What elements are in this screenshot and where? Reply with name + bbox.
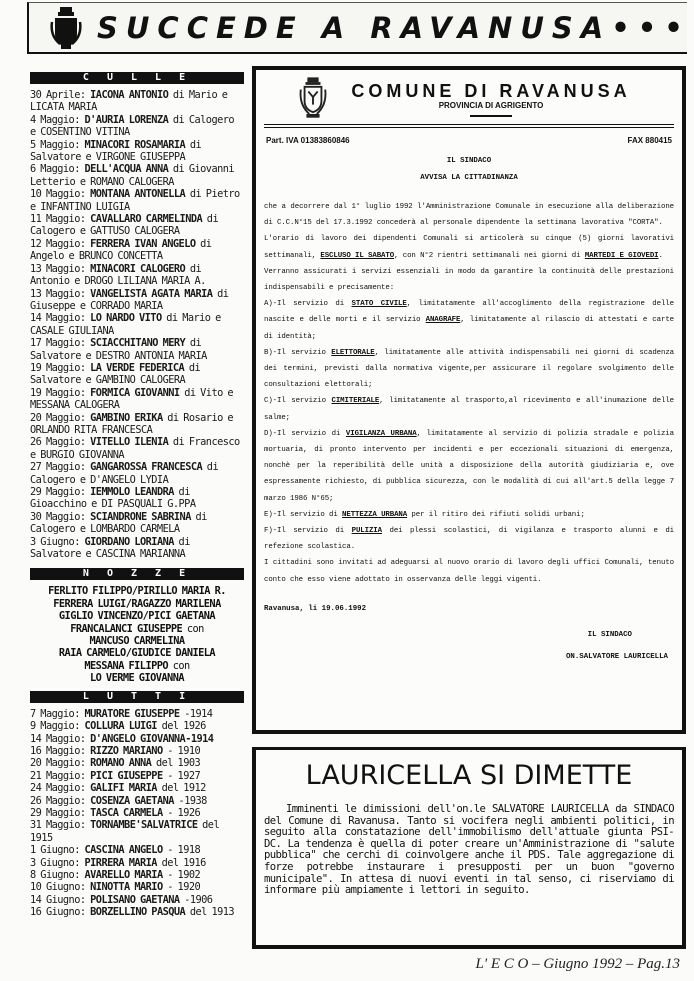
masthead-title: SUCCEDE A RAVANUSA••• xyxy=(97,10,691,45)
entry-name: D'AURIA LORENZA xyxy=(84,113,169,126)
entry-year: del 1915 xyxy=(30,819,220,844)
masthead xyxy=(27,2,691,54)
death-entry xyxy=(30,720,244,732)
wedding-couple: MANCUSO CARMELINA xyxy=(89,635,185,648)
entry-name: FERRERA IVAN ANGELO xyxy=(90,237,196,250)
death-entry xyxy=(30,782,244,794)
entry-name: BORZELLINO PASQUA xyxy=(90,906,186,919)
death-entry xyxy=(30,807,244,819)
header-divider xyxy=(264,124,674,128)
death-entry xyxy=(30,745,244,757)
wedding-connector: con xyxy=(168,659,190,672)
coat-of-arms-icon xyxy=(298,76,328,120)
notice-header xyxy=(264,70,674,122)
death-entry xyxy=(30,819,244,844)
death-entry xyxy=(30,857,244,869)
service-f: F)-Il servizio di PULIZIA dei plessi scolastici, di vigilanza e trasporto alunni e di refezione scolastica. xyxy=(264,527,674,552)
left-column xyxy=(30,72,244,919)
entry-date: 13 Maggio: xyxy=(30,262,91,275)
entry-name: GAMBINO ERIKA xyxy=(90,411,163,424)
wedding-entry xyxy=(30,660,244,672)
entry-parents: di Calogero e COSENTINO VITINA xyxy=(30,113,235,139)
service-a: A)-Il servizio di STATO CIVILE, limitatamente all'accoglimento della registrazione delle nascite e delle morti e il servizio ANAGRAFE, limitatamente al rilascio di attestati e carte di identità; xyxy=(264,300,674,341)
entry-date: 13 Maggio: xyxy=(30,287,91,300)
birth-entry xyxy=(30,436,244,461)
entry-date: 14 Maggio: xyxy=(30,732,91,745)
entry-name: MURATORE GIUSEPPE xyxy=(84,707,180,720)
entry-parents: di Salvatore e GAMBINO CALOGERA xyxy=(30,361,201,387)
fax-number: FAX 880415 xyxy=(627,136,672,145)
wedding-entry xyxy=(30,647,244,659)
entry-name: IEMMOLO LEANDRA xyxy=(90,486,174,498)
entry-name: MINACORI CALOGERO xyxy=(90,262,186,275)
entry-date: 30 Aprile: xyxy=(30,89,91,101)
entry-parents: di Salvatore e DESTRO ANTONIA MARIA xyxy=(30,337,207,362)
entry-name: MINACORI ROSAMARIA xyxy=(84,138,186,151)
entry-date: 24 Maggio: xyxy=(30,782,91,795)
entry-year: -1906 xyxy=(179,893,213,906)
entry-name: RIZZO MARIANO xyxy=(90,744,163,757)
entry-name: VITELLO ILENIA xyxy=(90,436,169,449)
wedding-couple: FERRERA LUIGI/RAGAZZO MARILENA xyxy=(53,597,221,610)
death-entry xyxy=(30,733,244,745)
entry-name: SCIACCHITANO MERY xyxy=(90,337,186,350)
entry-name: FORMICA GIOVANNI xyxy=(90,386,180,399)
entry-date: 10 Giugno: xyxy=(30,881,91,894)
signature-block xyxy=(264,624,674,668)
wedding-connector: con xyxy=(182,622,204,635)
article-box xyxy=(252,747,686,949)
entry-parents: di Giovanni Letterio e ROMANO CALOGERA xyxy=(30,163,235,188)
article-headline: LAURICELLA SI DIMETTE xyxy=(305,760,633,791)
municipal-notice xyxy=(252,66,686,734)
birth-entry xyxy=(30,337,244,362)
entry-date: 17 Maggio: xyxy=(30,337,91,350)
birth-entry xyxy=(30,139,244,164)
birth-entry xyxy=(30,387,244,412)
entry-parents: di Francesco e BURGIO GIOVANNA xyxy=(30,436,240,461)
entry-name: AVARELLO MARIA xyxy=(84,868,163,881)
notice-date: Ravanusa, li 19.06.1992 xyxy=(264,604,367,613)
entry-name: GALIFI MARIA xyxy=(90,782,157,795)
entry-parents: di Giuseppe e CORRADO MARIA xyxy=(30,287,229,312)
entry-date: 27 Maggio: xyxy=(30,461,91,474)
wedding-couple: LO VERME GIOVANNA xyxy=(89,672,185,685)
entry-date: 12 Maggio: xyxy=(30,237,91,250)
entry-date: 26 Maggio: xyxy=(30,436,91,449)
culle-heading: C U L L E xyxy=(30,72,244,84)
notice-closing: I cittadini sono invitati ad adeguarsi al nuovo orario di lavoro degli uffici Comunali, tenuto conto che esso viene adottato in osservanza delle leggi vigenti. xyxy=(264,559,674,584)
entry-date: 20 Maggio: xyxy=(30,411,91,424)
entry-parents: di Pietro e INFANTINO LUIGIA xyxy=(30,188,240,213)
entry-date: 10 Maggio: xyxy=(30,188,91,201)
entry-date: 31 Maggio: xyxy=(30,819,91,832)
entry-year: del 1916 xyxy=(156,856,206,869)
entry-date: 26 Maggio: xyxy=(30,794,91,807)
avvisa-label: AVVISA LA CITTADINANZA xyxy=(420,174,518,182)
entry-year: -1914 xyxy=(179,707,213,720)
birth-entry xyxy=(30,362,244,387)
birth-entry xyxy=(30,238,244,263)
notice-paragraph: Verranno assicurati i servizi essenziali in modo da garantire la continuità delle prestazioni indispensabili e precisamente: xyxy=(264,267,674,293)
culle-list xyxy=(30,89,244,560)
death-entry xyxy=(30,906,244,918)
entry-date: 5 Maggio: xyxy=(30,138,85,151)
wedding-couple: RAIA CARMELO/GIUDICE DANIELA xyxy=(58,647,216,660)
entry-parents: di Mario e LICATA MARIA xyxy=(30,89,228,114)
entry-year: - 1926 xyxy=(162,806,201,819)
entry-date: 9 Maggio: xyxy=(30,720,85,733)
entry-parents: di Calogero e D'ANGELO LYDIA xyxy=(30,461,219,486)
entry-name: TORNAMBE'SALVATRICE xyxy=(90,819,198,832)
entry-parents: di Antonio e DROGO LILIANA MARIA A. xyxy=(30,262,206,288)
entry-date: 29 Maggio: xyxy=(30,806,91,819)
entry-name: ROMANO ANNA xyxy=(90,757,152,770)
entry-date: 1 Giugno: xyxy=(30,844,85,857)
title-rule xyxy=(470,115,512,117)
entry-year: del 1913 xyxy=(185,906,235,919)
entry-year: del 1903 xyxy=(151,757,201,770)
death-entry xyxy=(30,844,244,856)
nozze-list xyxy=(30,585,244,684)
entry-year: - 1927 xyxy=(162,769,201,782)
sindaco-label: IL SINDACO xyxy=(446,157,492,165)
birth-entry xyxy=(30,188,244,213)
service-e: E)-Il servizio di NETTEZZA URBANA per il ritiro dei rifiuti solidi urbani; xyxy=(264,510,585,519)
birth-entry xyxy=(30,312,244,337)
birth-entry xyxy=(30,536,244,561)
entry-date: 14 Giugno: xyxy=(30,893,91,906)
death-entry xyxy=(30,894,244,906)
entry-date: 3 Giugno: xyxy=(30,856,85,869)
entry-parents: di Rosario e ORLANDO RITA FRANCESCA xyxy=(30,411,234,436)
entry-name: COSENZA GAETANA xyxy=(90,794,174,807)
entry-name: GIORDANO LORIANA xyxy=(84,535,174,548)
entry-name: COLLURA LUIGI xyxy=(84,720,157,733)
service-c: C)-Il servizio CIMITERIALE, limitatamente al trasporto,al ricevimento e all'inumazione delle salme; xyxy=(264,397,674,422)
birth-entry xyxy=(30,511,244,536)
entry-name: GANGAROSSA FRANCESCA xyxy=(90,461,203,474)
entry-date: 4 Maggio: xyxy=(30,113,85,126)
entry-name: PIRRERA MARIA xyxy=(84,856,157,869)
entry-parents: di Angelo e BRUNCO CONCETTA xyxy=(30,237,212,263)
entry-date: 6 Maggio: xyxy=(30,163,85,176)
birth-entry xyxy=(30,89,244,114)
entry-date: 29 Maggio: xyxy=(30,486,91,498)
entry-year: del 1912 xyxy=(156,782,206,795)
entry-year: - 1920 xyxy=(162,881,201,894)
birth-entry xyxy=(30,213,244,238)
entry-year: - 1902 xyxy=(162,868,201,881)
death-entry xyxy=(30,770,244,782)
comune-title: COMUNE DI RAVANUSA xyxy=(351,81,631,101)
death-entry xyxy=(30,795,244,807)
birth-entry xyxy=(30,412,244,437)
lutti-heading: L U T T I xyxy=(30,691,244,703)
notice-paragraph: L'orario di lavoro dei dipendenti Comunali si articolerà su cinque (5) giorni lavorativi settimanali, ESCLUSO IL SABATO, con N°2 rientri settimanali nei giorni di MARTEDI E GIOVEDI. xyxy=(264,235,674,260)
lutti-list xyxy=(30,708,244,919)
birth-entry xyxy=(30,114,244,139)
entry-date: 16 Maggio: xyxy=(30,744,91,757)
entry-name: D'ANGELO GIOVANNA-1914 xyxy=(90,732,214,745)
entry-name: PICI GIUSEPPE xyxy=(90,769,163,782)
entry-parents: di Calogero e GATTUSO CALOGERA xyxy=(30,213,219,238)
death-entry xyxy=(30,757,244,769)
service-d: D)-Il servizio di VIGILANZA URBANA, limitatamente al servizio di polizia stradale e polizia mortuaria, di pronto intervento per incidenti e per eccezionali situazioni di emergenza, nonchè per la reperibilità delle unità a disposizione della autorità giudiziaria e, ove espressamente richiesto, di pubblica sicurezza, con le modalità di cui all'art.5 della legge 7 marzo 1986 N°65; xyxy=(264,429,674,503)
page-footer: L' E C O – Giugno 1992 – Pag.13 xyxy=(475,956,680,972)
birth-entry xyxy=(30,263,244,288)
wedding-entry xyxy=(30,598,244,610)
entry-year: - 1910 xyxy=(162,744,201,757)
wedding-couple: MESSANA FILIPPO xyxy=(84,659,169,672)
entry-date: 19 Maggio: xyxy=(30,386,91,399)
entry-name: MONTANA ANTONELLA xyxy=(90,188,186,201)
wedding-entry xyxy=(30,635,244,647)
entry-year: -1938 xyxy=(173,794,207,807)
partita-iva: Part. IVA 01383860846 xyxy=(266,136,350,145)
entry-year: del 1926 xyxy=(156,720,206,733)
provincia-subtitle: PROVINCIA DI AGRIGENTO xyxy=(438,101,544,110)
signature-title: IL SINDACO xyxy=(587,630,632,639)
entry-year: - 1918 xyxy=(162,844,201,857)
birth-entry xyxy=(30,163,244,188)
entry-name: VANGELISTA AGATA MARIA xyxy=(90,287,213,300)
entry-name: LA VERDE FEDERICA xyxy=(90,361,185,374)
entry-date: 8 Giugno: xyxy=(30,868,85,881)
signature-name: ON.SALVATORE LAURICELLA xyxy=(565,652,668,661)
wedding-entry xyxy=(30,610,244,622)
entry-name: CASCINA ANGELO xyxy=(84,844,163,857)
nozze-heading: N O Z Z E xyxy=(30,568,244,580)
entry-date: 16 Giugno: xyxy=(30,906,91,919)
entry-parents: di Gioacchino e DI PASQUALI G.PPA xyxy=(30,486,196,511)
entry-name: IACONA ANTONIO xyxy=(90,89,169,101)
coat-of-arms-icon xyxy=(49,6,83,50)
birth-entry xyxy=(30,288,244,313)
wedding-entry xyxy=(30,585,244,597)
entry-name: NINOTTA MARIO xyxy=(90,881,163,894)
entry-date: 21 Maggio: xyxy=(30,769,91,782)
entry-date: 3 Giugno: xyxy=(30,535,85,548)
wedding-couple: FERLITO FILIPPO/PIRILLO MARIA R. xyxy=(48,585,226,598)
entry-parents: di Mario e CASALE GIULIANA xyxy=(30,312,221,337)
entry-name: TASCA CARMELA xyxy=(90,806,163,819)
entry-name: DELL'ACQUA ANNA xyxy=(84,163,169,176)
wedding-couple: GIGLIO VINCENZO/PICI GAETANA xyxy=(58,610,216,623)
entry-date: 30 Maggio: xyxy=(30,510,91,523)
notice-body xyxy=(264,199,674,588)
death-entry xyxy=(30,869,244,881)
article-body: Imminenti le dimissioni dell'on.le SALVATORE LAURICELLA da SINDACO del Comune di Ravanusa. Tanto si vocifera negli ambienti politici, in seguito alla constatazione dell'immobilismo dell'attuale giunta PSI-DC. La tendenza è quella di poter creare un'Amministrazione di "salute pubblica" che cerchi di coinvolgere anche il PDS. Tale aggregazione di forze potrebbe instaurare i presupposti per un buon "governo municipale". In attesa di nuovi eventi in tal senso, ci riserviamo di informare più ampiamente i lettori in seguito. xyxy=(264,803,674,897)
death-entry xyxy=(30,708,244,720)
notice-paragraph: che a decorrere dal 1° luglio 1992 l'Amministrazione Comunale in esecuzione alla deliberazione di C.C.N°15 del 17.3.1992 concederà al personale dipendente la settimana lavorativa "CORTA". xyxy=(264,203,674,228)
entry-date: 20 Maggio: xyxy=(30,757,91,770)
entry-parents: di Salvatore e CASCINA MARIANNA xyxy=(30,535,190,561)
entry-name: LO NARDO VITO xyxy=(90,312,162,325)
entry-parents: di Vito e MESSANA CALOGERA xyxy=(30,386,234,412)
death-entry xyxy=(30,881,244,893)
birth-entry xyxy=(30,486,244,511)
wedding-entry xyxy=(30,672,244,684)
wedding-couple: FRANCALANCI GIUSEPPE xyxy=(70,622,183,635)
entry-parents: di Calogero e LOMBARDO CARMELA xyxy=(30,510,207,536)
wedding-entry xyxy=(30,623,244,635)
entry-name: SCIANDRONE SABRINA xyxy=(90,510,191,523)
birth-entry xyxy=(30,461,244,486)
service-b: B)-Il servizio ELETTORALE, limitatamente alle attività indispensabili nei giorni di scadenza dei termini, previsti dalla normativa vigente,per assicurare il regolare svolgimento delle consultazioni elettorali; xyxy=(264,348,675,390)
entry-parents: di Salvatore e VIRGONE GIUSEPPA xyxy=(30,138,202,164)
entry-date: 14 Maggio: xyxy=(30,312,91,325)
entry-date: 11 Maggio: xyxy=(30,213,91,226)
entry-name: CAVALLARO CARMELINDA xyxy=(90,213,203,226)
entry-date: 7 Maggio: xyxy=(30,707,85,720)
entry-name: POLISANO GAETANA xyxy=(90,893,180,906)
entry-date: 19 Maggio: xyxy=(30,361,91,374)
